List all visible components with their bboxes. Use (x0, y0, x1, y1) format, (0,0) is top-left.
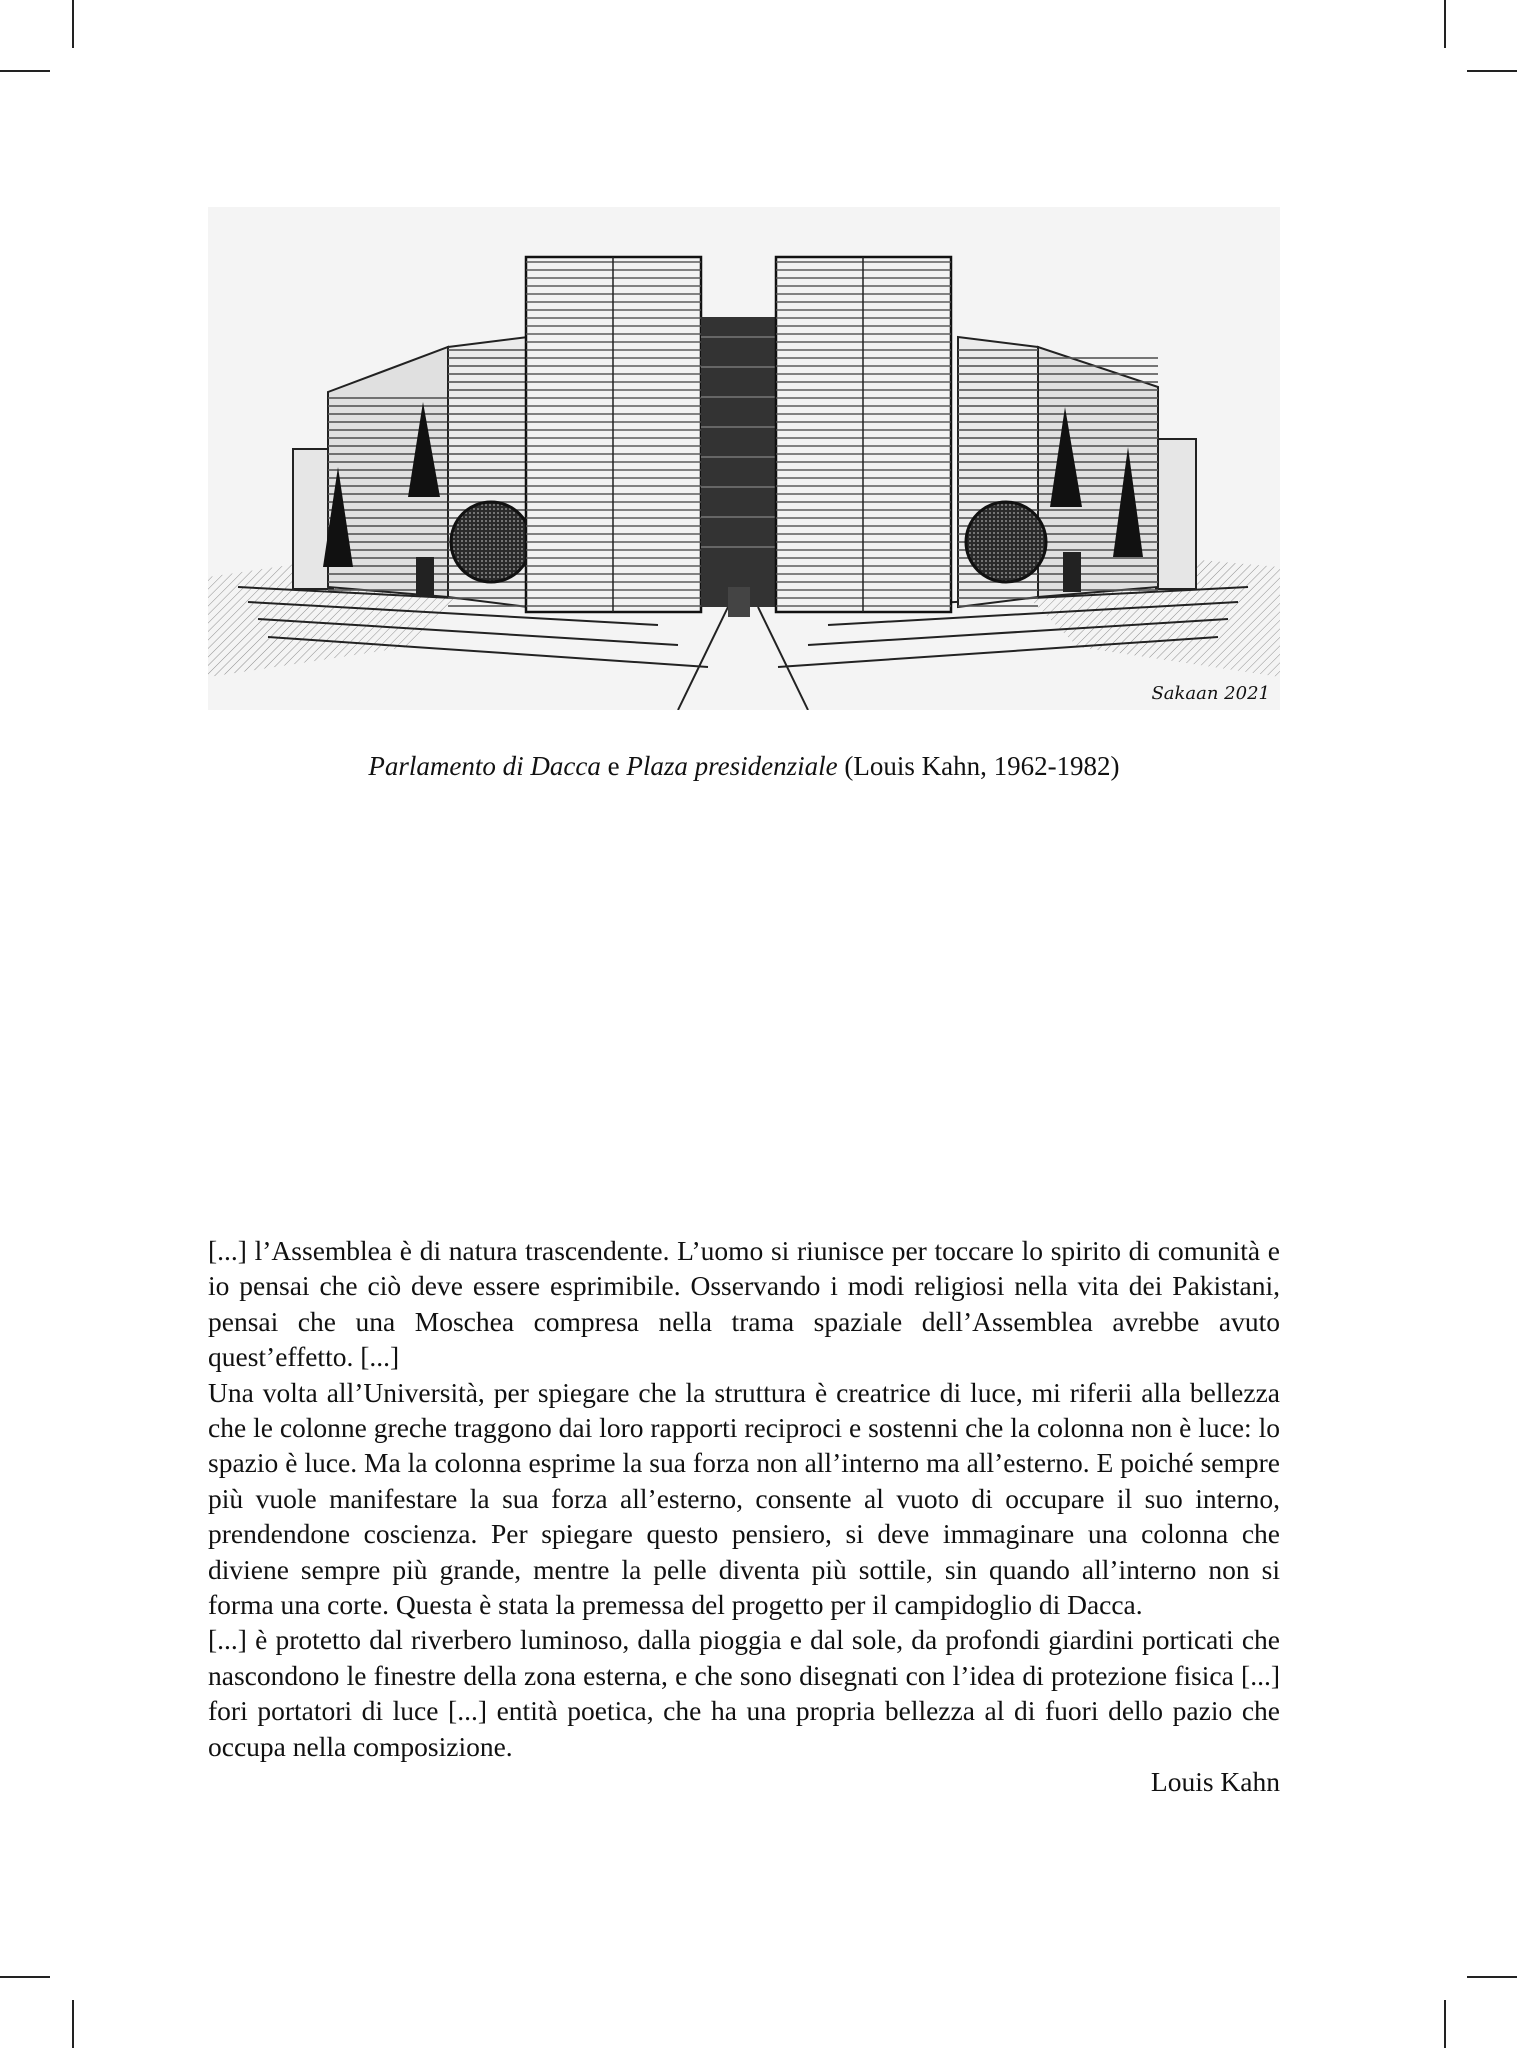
quote-author: Louis Kahn (1150, 1766, 1280, 1798)
caption-credit: (Louis Kahn, 1962-1982) (837, 751, 1120, 781)
crop-mark (1444, 0, 1446, 48)
crop-mark (0, 1976, 50, 1978)
caption-title-1: Parlamento di Dacca (368, 751, 601, 781)
figure-caption (208, 748, 1280, 784)
crop-mark (0, 70, 50, 72)
crop-mark (72, 2000, 74, 2048)
crop-mark (1467, 1976, 1517, 1978)
quote-paragraph-3: [...] è protetto dal riverbero luminoso, dalla pioggia e dal sole, da profondi giardini porticati che nascondono le finestre della zona esterna, e che sono disegnati con l’idea di protezione fisica [...] fori portatori di luce [...] entità poetica, che ha una propria bellezza al di fuori dello pazio che occupa nella composizione. (208, 1624, 1280, 1762)
artist-signature: Sakaan 2021 (1151, 683, 1270, 704)
quote-paragraph-2: Una volta all’Università, per spiegare che la struttura è creatrice di luce, mi riferii alla bellezza che le colonne greche traggono dai loro rapporti reciproci e sostenni che la colonna non è luce: lo spazio è luce. Ma la colonna esprime la sua forza non all’interno ma all’esterno. E poiché sempre più vuole manifestare la sua forza all’esterno, consente al vuoto di occupare il suo interno, prendendone coscienza. Per spiegare questo pensiero, si deve immaginare una colonna che diviene sempre più grande, mentre la pelle diventa più sottile, sin quando all’interno non si forma una corte. Questa è stata la premessa del progetto per il campidoglio di Dacca. (208, 1376, 1280, 1621)
sketch-drawing (208, 207, 1280, 710)
crop-mark (1467, 70, 1517, 72)
caption-conjunction: e (600, 751, 627, 781)
quote-paragraph-1: [...] l’Assemblea è di natura trascendente. L’uomo si riunisce per toccare lo spirito di comunità e io pensai che ciò deve essere esprimibile. Osservando i modi religiosi nella vita dei Pakistani, pensai che una Moschea compresa nella trama spaziale dell’Assemblea avrebbe avuto quest’effetto. [...] (208, 1235, 1280, 1373)
caption-title-2: Plaza presidenziale (626, 751, 838, 781)
crop-mark (1444, 2000, 1446, 2048)
quote-block (208, 1233, 1280, 1800)
architecture-sketch (208, 207, 1280, 710)
crop-mark (72, 0, 74, 48)
